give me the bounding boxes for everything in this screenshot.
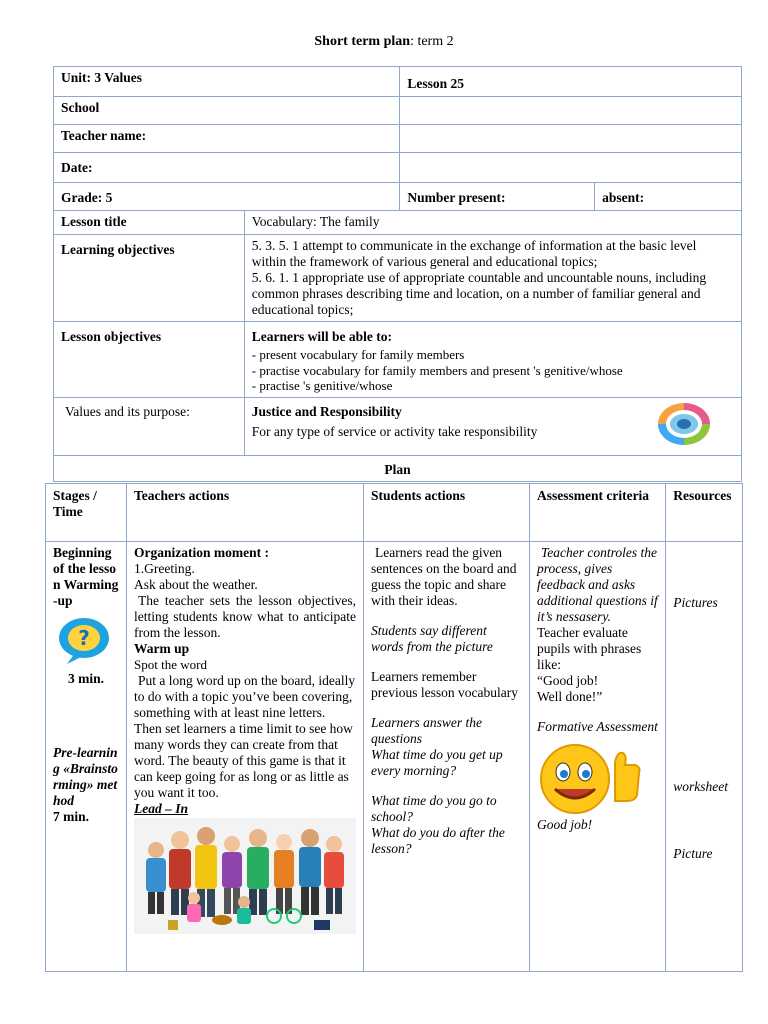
values-wheel-icon — [657, 402, 711, 446]
header-stages: Stages / Time — [46, 484, 127, 542]
resources-cell: Pictures worksheet Picture — [666, 542, 743, 972]
lesson-objectives-label: Lesson objectives — [54, 322, 245, 398]
header-students-actions: Students actions — [364, 484, 530, 542]
smiley-thumbs-up-icon — [537, 739, 647, 815]
school-cell: School — [54, 97, 400, 125]
school-value — [400, 97, 742, 125]
header-teachers-actions: Teachers actions — [127, 484, 364, 542]
svg-text:?: ? — [78, 626, 90, 650]
lesson-objectives-value: Learners will be able to: - present vocabulary for family members - practise vocabulary for family members and present 's genitive/whose - practise 's genitive/whose — [244, 322, 741, 398]
lesson-info-table — [53, 66, 742, 482]
students-actions-cell: Learners read the given sentences on the board and guess the topic and share with their ideas. Students say different words from the picture Learners remember previous lesson vocabulary Learners answer the questions What time do you get up every morning? What time do you go to school? What do you do after the lesson? — [364, 542, 530, 972]
learning-objectives-value: 5. 3. 5. 1 attempt to communicate in the exchange of information at the basic level within the framework of various general and educational topics; 5. 6. 1. 1 appropriate use of appropriate countable and uncountable nouns, including common phrases describing time and location, on a number of familiar general and educational topics; — [244, 235, 741, 322]
question-bubble-icon — [57, 615, 111, 665]
lesson-title-value: Vocabulary: The family — [244, 211, 741, 235]
teacher-cell: Teacher name: — [54, 125, 400, 153]
absent-cell: absent: — [595, 183, 742, 211]
lesson-title-label: Lesson title — [54, 211, 245, 235]
values-value: Justice and Responsibility For any type of service or activity take responsibility — [244, 397, 741, 455]
number-present-cell: Number present: — [400, 183, 595, 211]
family-picture — [134, 818, 356, 934]
page-title: Short term plan: term 2 — [314, 34, 454, 49]
date-value — [400, 153, 742, 183]
teacher-value — [400, 125, 742, 153]
learning-objectives-label: Learning objectives — [54, 235, 245, 322]
teachers-actions-cell: Organization moment : 1.Greeting. Ask about the weather. The teacher sets the lesson objectives, letting students know what to anticipate from the lesson. Warm up Spot the word Put a long word up on the board, ideally to do with a topic you’ve been covering, something with at least nine letters. Then set learners a time limit to see how many words they can create from that word. The beauty of this game is that it can keep going for as long or as little as you want it too. Lead – In — [127, 542, 364, 972]
lesson-number-cell: Lesson 25 — [400, 67, 742, 97]
header-assessment: Assessment criteria — [529, 484, 665, 542]
stage-cell: Beginning of the lesson Warming -up ? 3 min. Pre-learning «Brainstorming» method 7 min. — [46, 542, 127, 972]
plan-heading: Plan — [54, 455, 742, 481]
date-cell: Date: — [54, 153, 400, 183]
header-resources: Resources — [666, 484, 743, 542]
assessment-cell: Teacher controles the process, gives feedback and asks additional questions if it’s nessasery. Teacher evaluate pupils with phrases like: “Good job! Well done!” Formative Assessment Good job! — [529, 542, 665, 972]
values-label: Values and its purpose: — [54, 397, 245, 455]
grade-cell: Grade: 5 — [54, 183, 400, 211]
plan-table — [45, 483, 743, 972]
unit-cell: Unit: 3 Values — [54, 67, 400, 97]
